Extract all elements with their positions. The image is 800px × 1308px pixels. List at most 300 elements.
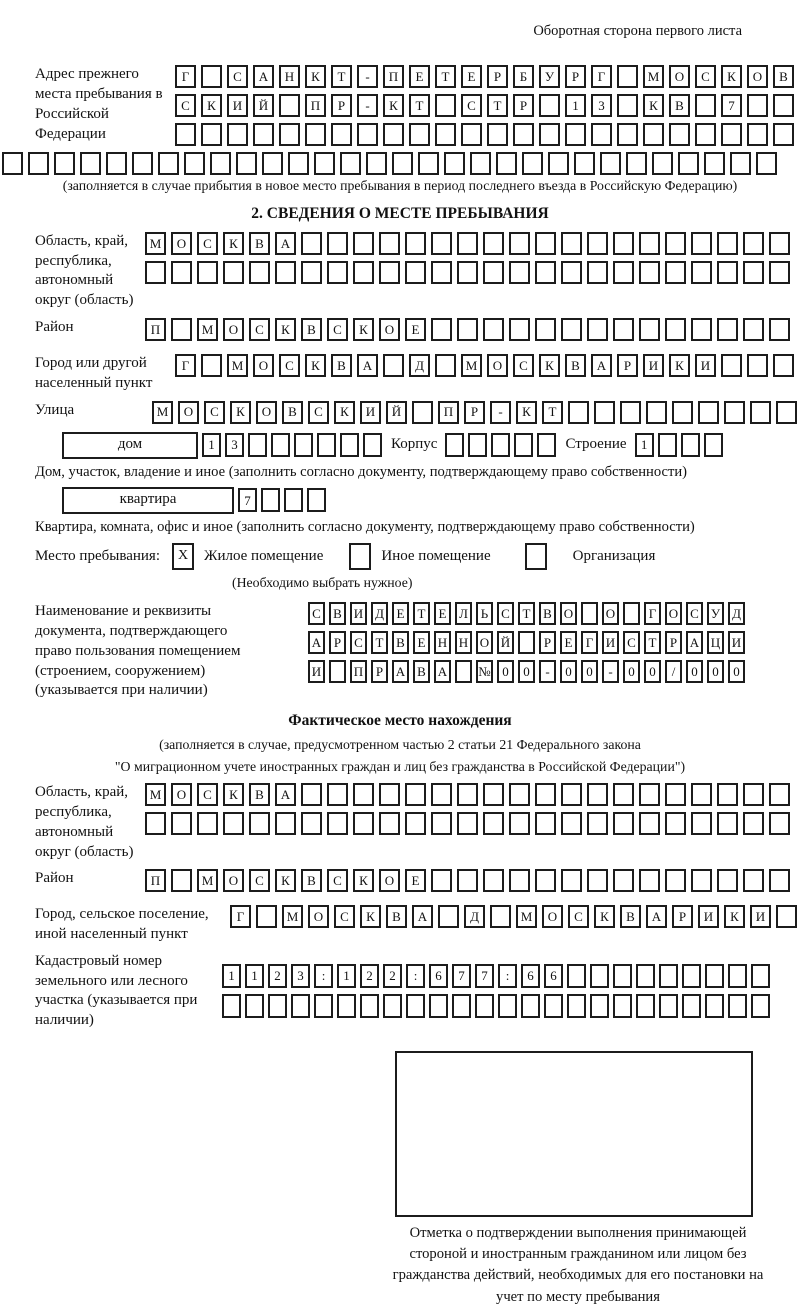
form-cell[interactable] — [288, 152, 309, 175]
form-cell[interactable]: 0 — [560, 660, 577, 683]
form-cell[interactable]: С — [197, 232, 218, 255]
form-cell[interactable] — [574, 152, 595, 175]
form-cell[interactable] — [728, 964, 747, 988]
form-cell[interactable] — [470, 152, 491, 175]
form-cell[interactable] — [743, 261, 764, 284]
form-cell[interactable]: О — [542, 905, 563, 928]
form-cell[interactable]: И — [360, 401, 381, 424]
form-cell[interactable]: К — [275, 318, 296, 341]
form-cell[interactable]: С — [327, 869, 348, 892]
form-cell[interactable]: А — [392, 660, 409, 683]
form-cell[interactable]: 3 — [291, 964, 310, 988]
form-cell[interactable]: С — [249, 869, 270, 892]
form-cell[interactable]: 7 — [475, 964, 494, 988]
form-cell[interactable] — [80, 152, 101, 175]
form-cell[interactable]: М — [145, 783, 166, 806]
form-cell[interactable] — [457, 232, 478, 255]
form-cell[interactable] — [301, 232, 322, 255]
form-cell[interactable]: - — [539, 660, 556, 683]
form-cell[interactable]: Е — [461, 65, 482, 88]
actual-region-row-2[interactable] — [145, 812, 790, 835]
form-cell[interactable]: : — [406, 964, 425, 988]
form-cell[interactable] — [747, 123, 768, 146]
form-cell[interactable] — [681, 433, 700, 457]
form-cell[interactable]: С — [497, 602, 514, 625]
form-cell[interactable] — [695, 94, 716, 117]
form-cell[interactable] — [435, 123, 456, 146]
prev-address-row-4[interactable] — [2, 152, 800, 175]
form-cell[interactable] — [314, 152, 335, 175]
form-cell[interactable] — [743, 318, 764, 341]
form-cell[interactable] — [383, 354, 404, 377]
form-cell[interactable] — [301, 783, 322, 806]
form-cell[interactable]: Р — [513, 94, 534, 117]
form-cell[interactable]: С — [350, 631, 367, 654]
form-cell[interactable] — [613, 232, 634, 255]
form-cell[interactable] — [445, 433, 464, 457]
form-cell[interactable] — [613, 261, 634, 284]
form-cell[interactable] — [600, 152, 621, 175]
form-cell[interactable]: - — [490, 401, 511, 424]
form-cell[interactable]: Й — [386, 401, 407, 424]
form-cell[interactable] — [691, 232, 712, 255]
form-cell[interactable]: С — [308, 602, 325, 625]
form-cell[interactable] — [487, 123, 508, 146]
form-cell[interactable]: И — [695, 354, 716, 377]
form-cell[interactable] — [509, 783, 530, 806]
form-cell[interactable] — [294, 433, 313, 457]
form-cell[interactable]: К — [594, 905, 615, 928]
form-cell[interactable]: О — [560, 602, 577, 625]
form-cell[interactable] — [54, 152, 75, 175]
form-cell[interactable] — [544, 994, 563, 1018]
form-cell[interactable] — [301, 812, 322, 835]
form-cell[interactable]: Г — [175, 65, 196, 88]
form-cell[interactable] — [561, 869, 582, 892]
form-cell[interactable] — [626, 152, 647, 175]
form-cell[interactable]: 1 — [222, 964, 241, 988]
form-cell[interactable] — [2, 152, 23, 175]
form-cell[interactable] — [483, 261, 504, 284]
form-cell[interactable] — [535, 783, 556, 806]
form-cell[interactable] — [665, 783, 686, 806]
form-cell[interactable]: М — [516, 905, 537, 928]
form-cell[interactable] — [509, 318, 530, 341]
form-cell[interactable] — [353, 232, 374, 255]
form-cell[interactable]: С — [175, 94, 196, 117]
form-cell[interactable] — [431, 318, 452, 341]
form-cell[interactable]: Р — [665, 631, 682, 654]
form-cell[interactable]: И — [698, 905, 719, 928]
form-cell[interactable] — [658, 433, 677, 457]
form-cell[interactable]: С — [461, 94, 482, 117]
prev-address-row-1[interactable] — [175, 65, 794, 88]
form-cell[interactable] — [457, 318, 478, 341]
form-cell[interactable]: К — [230, 401, 251, 424]
form-cell[interactable]: К — [223, 783, 244, 806]
form-cell[interactable] — [539, 94, 560, 117]
form-cell[interactable] — [496, 152, 517, 175]
form-cell[interactable]: Р — [487, 65, 508, 88]
form-cell[interactable] — [717, 318, 738, 341]
form-cell[interactable] — [337, 994, 356, 1018]
actual-city-row[interactable] — [230, 905, 797, 928]
form-cell[interactable] — [307, 488, 326, 512]
form-cell[interactable] — [327, 261, 348, 284]
form-cell[interactable]: В — [301, 869, 322, 892]
form-cell[interactable]: В — [329, 602, 346, 625]
form-cell[interactable]: Р — [329, 631, 346, 654]
form-cell[interactable]: С — [308, 401, 329, 424]
actual-district-row[interactable] — [145, 869, 790, 892]
form-cell[interactable]: 3 — [225, 433, 244, 457]
form-cell[interactable] — [327, 812, 348, 835]
form-cell[interactable]: М — [197, 869, 218, 892]
form-cell[interactable] — [678, 152, 699, 175]
form-cell[interactable]: А — [412, 905, 433, 928]
form-cell[interactable]: М — [282, 905, 303, 928]
form-cell[interactable]: К — [353, 318, 374, 341]
form-cell[interactable]: 0 — [707, 660, 724, 683]
form-cell[interactable] — [184, 152, 205, 175]
form-cell[interactable] — [587, 812, 608, 835]
cadastre-row-2[interactable] — [222, 994, 770, 1018]
form-cell[interactable] — [509, 232, 530, 255]
form-cell[interactable] — [327, 232, 348, 255]
form-cell[interactable] — [769, 261, 790, 284]
form-cell[interactable] — [491, 433, 510, 457]
form-cell[interactable] — [691, 812, 712, 835]
form-cell[interactable] — [444, 152, 465, 175]
city-row[interactable] — [175, 354, 794, 377]
form-cell[interactable] — [28, 152, 49, 175]
form-cell[interactable]: К — [275, 869, 296, 892]
checkbox-residential[interactable]: X — [172, 543, 194, 570]
form-cell[interactable]: М — [152, 401, 173, 424]
prev-address-row-3[interactable] — [175, 123, 794, 146]
form-cell[interactable] — [331, 123, 352, 146]
form-cell[interactable]: Т — [413, 602, 430, 625]
form-cell[interactable]: К — [516, 401, 537, 424]
form-cell[interactable] — [613, 783, 634, 806]
stroenie-cells[interactable] — [635, 433, 723, 457]
form-cell[interactable] — [197, 812, 218, 835]
form-cell[interactable]: Е — [409, 65, 430, 88]
form-cell[interactable]: К — [669, 354, 690, 377]
form-cell[interactable] — [581, 602, 598, 625]
form-cell[interactable] — [561, 318, 582, 341]
korpus-cells[interactable] — [445, 433, 556, 457]
form-cell[interactable]: Т — [518, 602, 535, 625]
form-cell[interactable] — [587, 783, 608, 806]
form-cell[interactable]: 0 — [497, 660, 514, 683]
form-cell[interactable] — [594, 401, 615, 424]
form-cell[interactable]: О — [379, 869, 400, 892]
form-cell[interactable] — [617, 94, 638, 117]
form-cell[interactable] — [724, 401, 745, 424]
form-cell[interactable]: П — [145, 869, 166, 892]
form-cell[interactable] — [490, 905, 511, 928]
form-cell[interactable] — [717, 812, 738, 835]
form-cell[interactable]: 0 — [644, 660, 661, 683]
form-cell[interactable]: И — [227, 94, 248, 117]
region-row-2[interactable] — [145, 261, 790, 284]
form-cell[interactable] — [769, 318, 790, 341]
form-cell[interactable]: Е — [434, 602, 451, 625]
form-cell[interactable] — [652, 152, 673, 175]
document-row-1[interactable] — [308, 602, 745, 625]
form-cell[interactable]: 7 — [721, 94, 742, 117]
form-cell[interactable]: Й — [253, 94, 274, 117]
form-cell[interactable] — [353, 783, 374, 806]
form-cell[interactable] — [743, 783, 764, 806]
form-cell[interactable] — [457, 261, 478, 284]
form-cell[interactable] — [682, 994, 701, 1018]
form-cell[interactable] — [747, 354, 768, 377]
form-cell[interactable]: О — [256, 401, 277, 424]
form-cell[interactable]: 0 — [518, 660, 535, 683]
region-row-1[interactable] — [145, 232, 790, 255]
form-cell[interactable] — [705, 964, 724, 988]
form-cell[interactable]: 2 — [360, 964, 379, 988]
form-cell[interactable]: К — [223, 232, 244, 255]
form-cell[interactable]: С — [623, 631, 640, 654]
form-cell[interactable]: Т — [542, 401, 563, 424]
form-cell[interactable] — [171, 261, 192, 284]
form-cell[interactable] — [431, 812, 452, 835]
form-cell[interactable]: И — [350, 602, 367, 625]
form-cell[interactable]: О — [171, 783, 192, 806]
form-cell[interactable] — [535, 318, 556, 341]
form-cell[interactable] — [353, 812, 374, 835]
form-cell[interactable] — [314, 994, 333, 1018]
form-cell[interactable] — [769, 783, 790, 806]
form-cell[interactable]: А — [591, 354, 612, 377]
form-cell[interactable]: У — [707, 602, 724, 625]
form-cell[interactable] — [392, 152, 413, 175]
form-cell[interactable] — [617, 65, 638, 88]
form-cell[interactable]: М — [461, 354, 482, 377]
form-cell[interactable] — [132, 152, 153, 175]
form-cell[interactable]: С — [197, 783, 218, 806]
form-cell[interactable]: / — [665, 660, 682, 683]
form-cell[interactable]: Д — [728, 602, 745, 625]
form-cell[interactable] — [773, 354, 794, 377]
form-cell[interactable]: Р — [331, 94, 352, 117]
form-cell[interactable] — [145, 812, 166, 835]
form-cell[interactable]: 6 — [544, 964, 563, 988]
form-cell[interactable]: П — [383, 65, 404, 88]
form-cell[interactable]: А — [275, 232, 296, 255]
form-cell[interactable] — [452, 994, 471, 1018]
form-cell[interactable]: О — [487, 354, 508, 377]
form-cell[interactable] — [409, 123, 430, 146]
document-row-3[interactable] — [308, 660, 745, 683]
form-cell[interactable] — [360, 994, 379, 1018]
form-cell[interactable]: К — [305, 65, 326, 88]
form-cell[interactable]: Й — [497, 631, 514, 654]
form-cell[interactable] — [249, 261, 270, 284]
form-cell[interactable]: Г — [591, 65, 612, 88]
form-cell[interactable] — [171, 318, 192, 341]
form-cell[interactable] — [518, 631, 535, 654]
form-cell[interactable] — [587, 869, 608, 892]
form-cell[interactable] — [418, 152, 439, 175]
form-cell[interactable] — [483, 869, 504, 892]
form-cell[interactable]: С — [249, 318, 270, 341]
form-cell[interactable] — [262, 152, 283, 175]
form-cell[interactable] — [509, 869, 530, 892]
form-cell[interactable] — [665, 232, 686, 255]
form-cell[interactable]: К — [539, 354, 560, 377]
form-cell[interactable] — [590, 964, 609, 988]
form-cell[interactable] — [705, 994, 724, 1018]
form-cell[interactable] — [284, 488, 303, 512]
form-cell[interactable] — [509, 261, 530, 284]
form-cell[interactable] — [639, 232, 660, 255]
form-cell[interactable] — [613, 318, 634, 341]
form-cell[interactable] — [743, 812, 764, 835]
form-cell[interactable] — [695, 123, 716, 146]
form-cell[interactable] — [691, 261, 712, 284]
checkbox-other-premises[interactable] — [349, 543, 371, 570]
form-cell[interactable]: В — [386, 905, 407, 928]
form-cell[interactable]: 1 — [565, 94, 586, 117]
form-cell[interactable]: Д — [371, 602, 388, 625]
form-cell[interactable] — [537, 433, 556, 457]
form-cell[interactable] — [475, 994, 494, 1018]
actual-region-row-1[interactable] — [145, 783, 790, 806]
form-cell[interactable] — [721, 123, 742, 146]
form-cell[interactable]: О — [379, 318, 400, 341]
form-cell[interactable] — [275, 812, 296, 835]
form-cell[interactable]: 0 — [623, 660, 640, 683]
street-row[interactable] — [152, 401, 797, 424]
form-cell[interactable]: Р — [565, 65, 586, 88]
form-cell[interactable]: Г — [581, 631, 598, 654]
form-cell[interactable] — [728, 994, 747, 1018]
form-cell[interactable]: : — [314, 964, 333, 988]
form-cell[interactable]: С — [513, 354, 534, 377]
form-cell[interactable]: Е — [405, 318, 426, 341]
form-cell[interactable]: Г — [644, 602, 661, 625]
form-cell[interactable] — [106, 152, 127, 175]
form-cell[interactable]: 1 — [337, 964, 356, 988]
form-cell[interactable] — [405, 261, 426, 284]
form-cell[interactable]: Н — [455, 631, 472, 654]
form-cell[interactable]: 0 — [728, 660, 745, 683]
form-cell[interactable] — [340, 433, 359, 457]
form-cell[interactable]: О — [308, 905, 329, 928]
form-cell[interactable] — [698, 401, 719, 424]
form-cell[interactable] — [535, 232, 556, 255]
form-cell[interactable] — [776, 401, 797, 424]
form-cell[interactable] — [236, 152, 257, 175]
form-cell[interactable] — [769, 232, 790, 255]
form-cell[interactable] — [483, 318, 504, 341]
form-cell[interactable]: А — [308, 631, 325, 654]
form-cell[interactable] — [672, 401, 693, 424]
form-cell[interactable] — [639, 812, 660, 835]
form-cell[interactable]: К — [643, 94, 664, 117]
form-cell[interactable] — [171, 869, 192, 892]
form-cell[interactable] — [271, 433, 290, 457]
form-cell[interactable] — [665, 869, 686, 892]
form-cell[interactable] — [773, 94, 794, 117]
form-cell[interactable] — [665, 318, 686, 341]
form-cell[interactable]: Т — [435, 65, 456, 88]
form-cell[interactable] — [431, 232, 452, 255]
form-cell[interactable] — [548, 152, 569, 175]
form-cell[interactable] — [461, 123, 482, 146]
form-cell[interactable] — [636, 964, 655, 988]
form-cell[interactable]: Б — [513, 65, 534, 88]
form-cell[interactable]: В — [565, 354, 586, 377]
form-cell[interactable] — [291, 994, 310, 1018]
form-cell[interactable]: 6 — [521, 964, 540, 988]
form-cell[interactable] — [429, 994, 448, 1018]
form-cell[interactable]: А — [646, 905, 667, 928]
form-cell[interactable]: Е — [405, 869, 426, 892]
form-cell[interactable]: Е — [413, 631, 430, 654]
form-cell[interactable] — [567, 994, 586, 1018]
form-cell[interactable] — [406, 994, 425, 1018]
form-cell[interactable] — [301, 261, 322, 284]
form-cell[interactable]: Т — [409, 94, 430, 117]
form-cell[interactable]: Т — [644, 631, 661, 654]
form-cell[interactable] — [617, 123, 638, 146]
form-cell[interactable] — [327, 783, 348, 806]
form-cell[interactable]: К — [383, 94, 404, 117]
form-cell[interactable] — [483, 812, 504, 835]
form-cell[interactable] — [521, 994, 540, 1018]
form-cell[interactable]: О — [223, 318, 244, 341]
form-cell[interactable] — [261, 488, 280, 512]
form-cell[interactable]: К — [721, 65, 742, 88]
document-row-2[interactable] — [308, 631, 745, 654]
form-cell[interactable]: 6 — [429, 964, 448, 988]
form-cell[interactable]: М — [227, 354, 248, 377]
form-cell[interactable]: Р — [539, 631, 556, 654]
form-cell[interactable] — [646, 401, 667, 424]
form-cell[interactable]: И — [643, 354, 664, 377]
form-cell[interactable] — [639, 261, 660, 284]
form-cell[interactable]: В — [331, 354, 352, 377]
form-cell[interactable]: У — [539, 65, 560, 88]
form-cell[interactable] — [514, 433, 533, 457]
form-cell[interactable]: С — [227, 65, 248, 88]
form-cell[interactable] — [751, 964, 770, 988]
form-cell[interactable] — [613, 812, 634, 835]
form-cell[interactable] — [435, 354, 456, 377]
form-cell[interactable]: Е — [560, 631, 577, 654]
form-cell[interactable] — [431, 869, 452, 892]
form-cell[interactable]: 2 — [268, 964, 287, 988]
form-cell[interactable] — [643, 123, 664, 146]
form-cell[interactable]: М — [145, 232, 166, 255]
form-cell[interactable]: П — [305, 94, 326, 117]
form-cell[interactable] — [756, 152, 777, 175]
form-cell[interactable] — [659, 994, 678, 1018]
form-cell[interactable]: О — [476, 631, 493, 654]
form-cell[interactable]: 0 — [686, 660, 703, 683]
form-cell[interactable]: Н — [434, 631, 451, 654]
form-cell[interactable]: М — [197, 318, 218, 341]
form-cell[interactable] — [535, 261, 556, 284]
form-cell[interactable] — [210, 152, 231, 175]
form-cell[interactable]: А — [357, 354, 378, 377]
form-cell[interactable] — [769, 869, 790, 892]
